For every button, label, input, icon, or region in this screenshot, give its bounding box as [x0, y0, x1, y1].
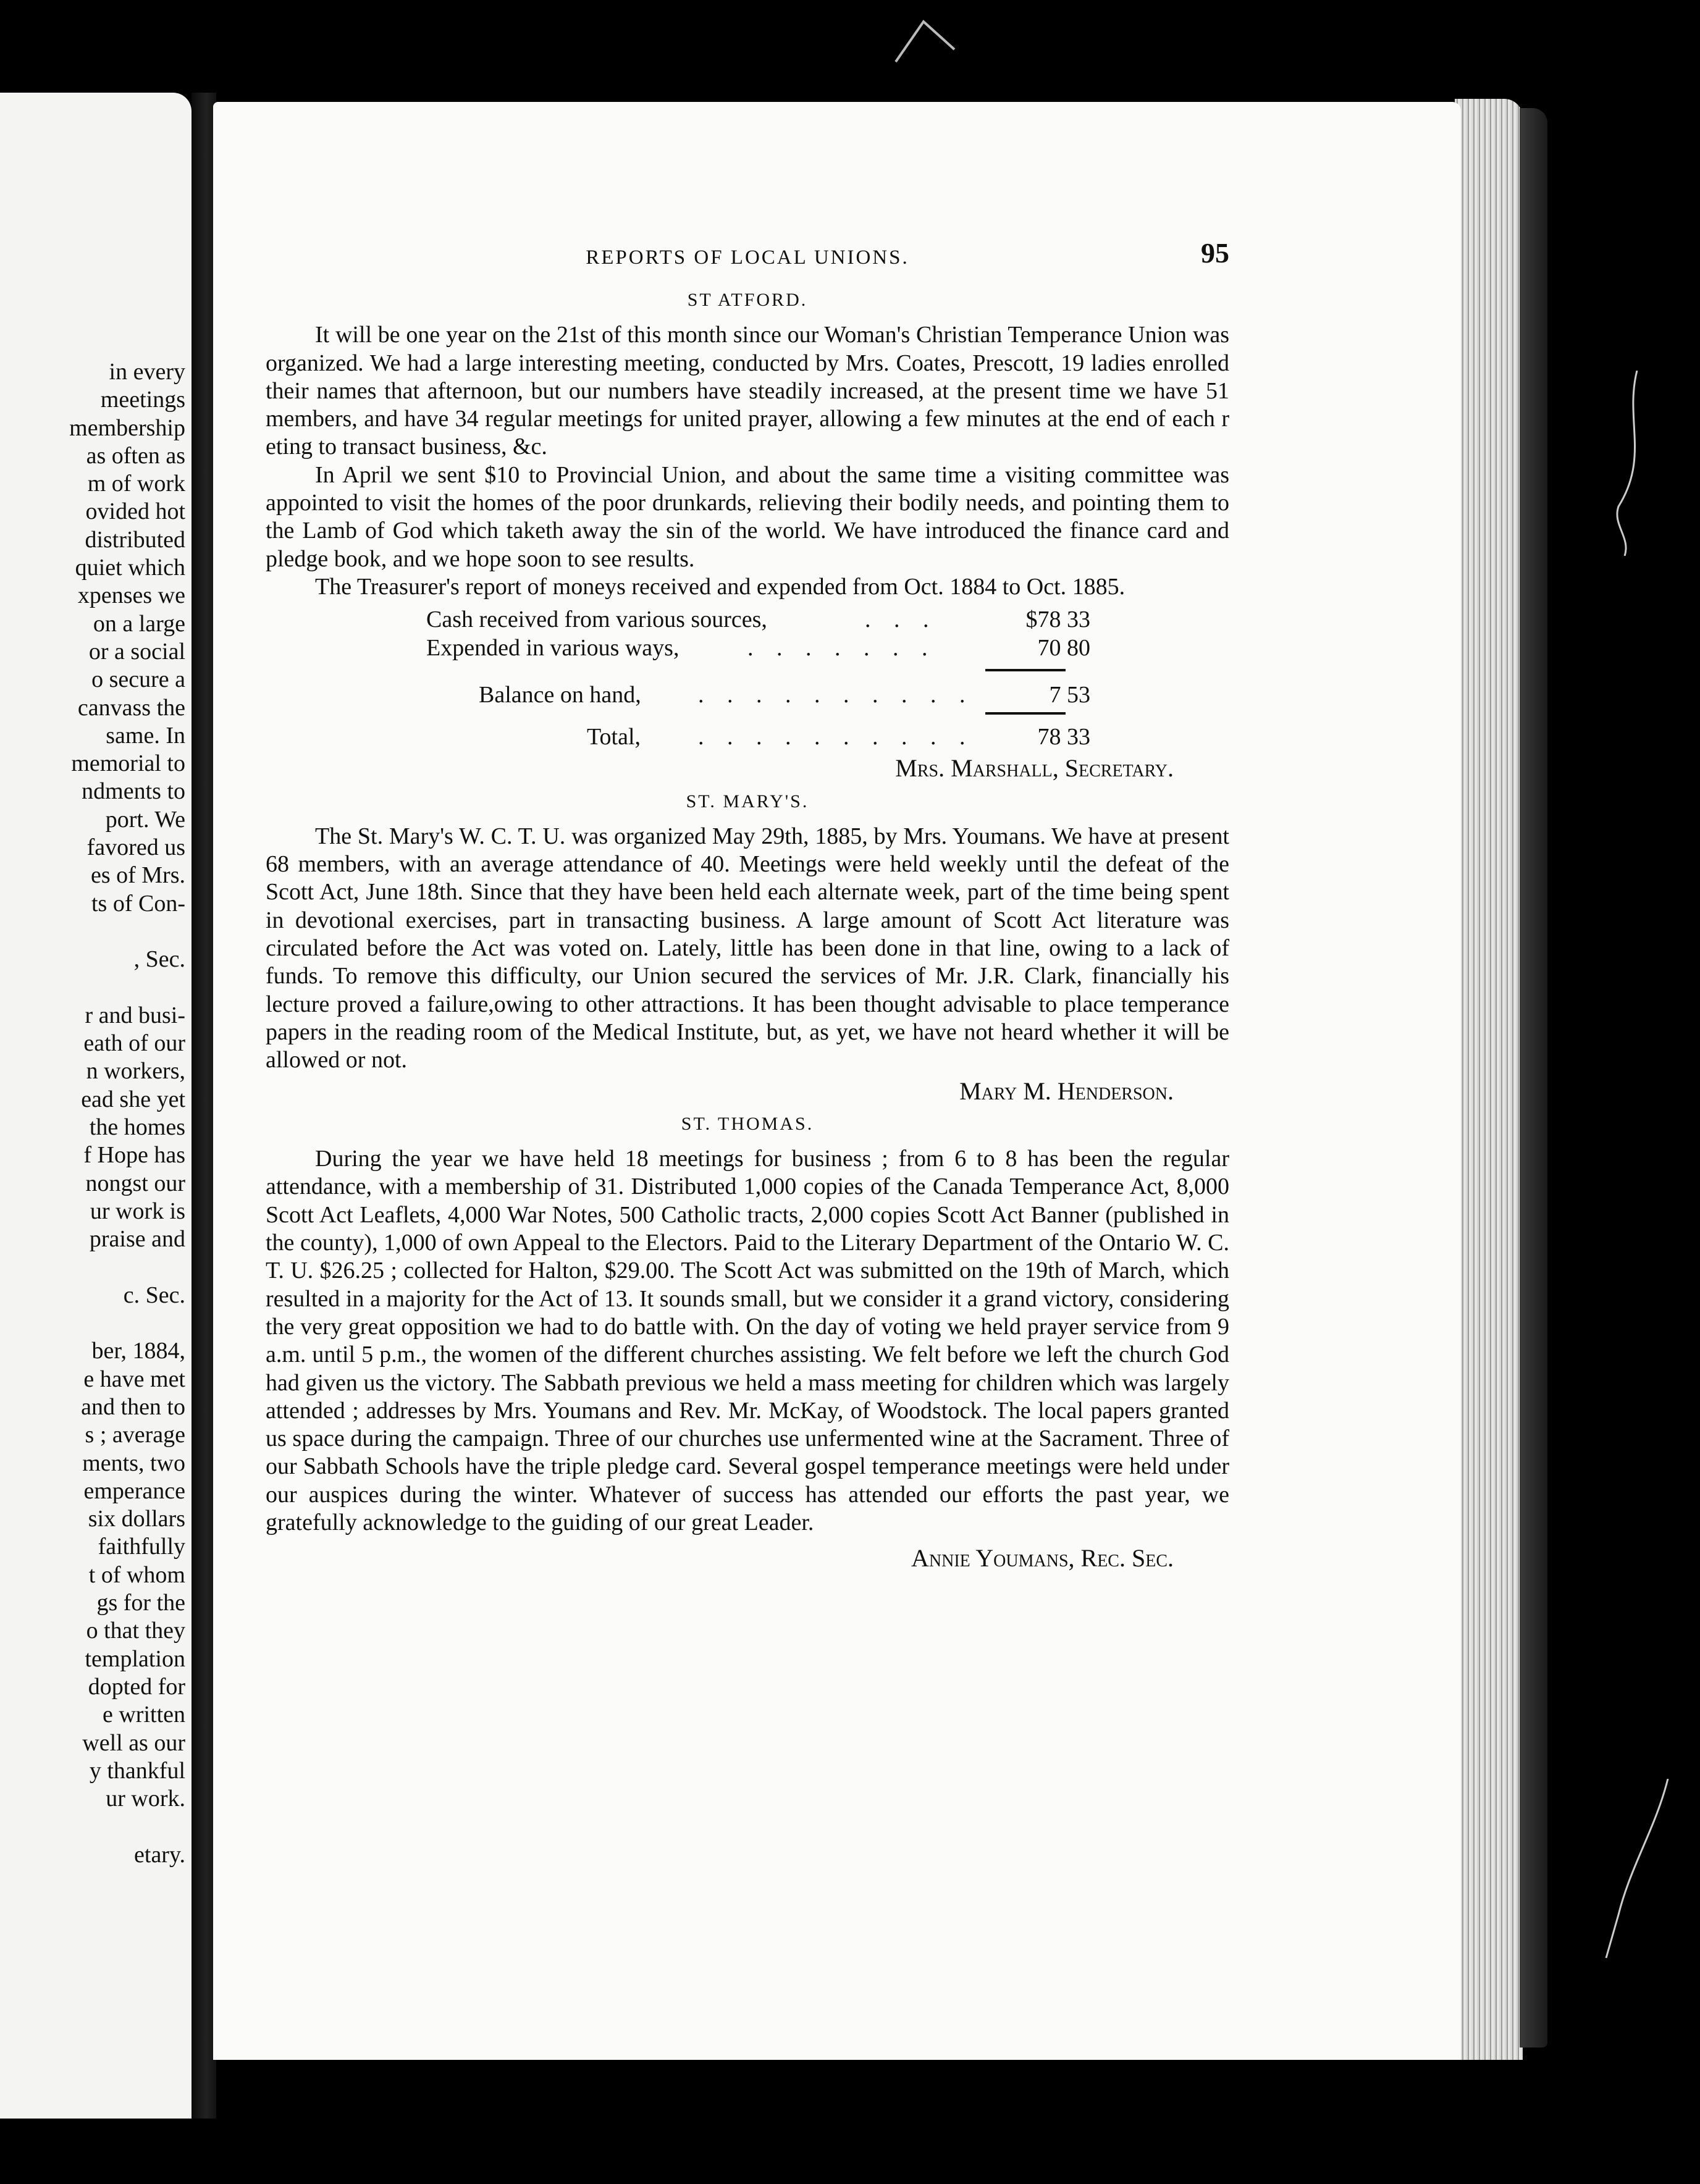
facing-page-line: , Sec. [133, 946, 185, 973]
facing-page-line: favored us [86, 834, 185, 861]
ledger-row-balance [266, 675, 1229, 715]
ledger-amount: 70 80 [1037, 635, 1090, 662]
ledger-row-total [266, 715, 1229, 752]
facing-page-line: ts of Con- [91, 890, 185, 917]
paragraph: During the year we have held 18 meetings for business ; from 6 to 8 has been the regular attendance, with a membership of 31. Distributed 1,000 copies of the Canada Temperance Act, 8,000 Scott Act Leaflets, 4,000 War Notes, 500 Catholic tracts, 2,000 copies Scott Act Banner (published in the county), 1,000 of own Appeal to the Electors. Paid to the Literary Department of the Ontario W. C. T. U. $26.25 ; collected for Halton, $29.00. The Scott Act was submitted on the 19th of March, which resulted in a majority for the Act of 13. It sounds small, but we consider it a grand victory, considering the very great opposition we had to do battle with. On the day of voting we held prayer service from 9 a.m. until 5 p.m., the women of the different churches assisting. We felt before we left the church God had given us the victory. The Sabbath previous we held a mass meeting for children which was largely attended ; addresses by Mrs. Youmans and Rev. Mr. McKay, of Woodstock. The local papers granted us space during the campaign. Three of our churches use unfermented wine at the Sacrament. Three of our Sabbath Schools have the triple pledge card. Several gospel temperance meetings were held under our auspices during the winter. Whatever of success has attended our efforts the past year, we gratefully acknowledge to the guiding of our great Leader. [266, 1146, 1229, 1535]
paragraph: The Treasurer's report of moneys received and expended from Oct. 1884 to Oct. 1885. [315, 573, 1126, 600]
facing-page-line: n workers, [86, 1058, 185, 1085]
facing-page-line: or a social [88, 638, 185, 665]
ledger-leader: . . . . . . . [747, 635, 936, 662]
signature: Mrs. Marshall, Secretary. [895, 754, 1174, 783]
scan-artifact-icon [890, 12, 964, 68]
facing-page-line: s ; average [85, 1422, 185, 1448]
section-title-st-thomas: ST. THOMAS. [681, 1113, 814, 1134]
ledger-amount: 7 53 [1049, 682, 1090, 708]
signature: Annie Youmans, Rec. Sec. [911, 1544, 1174, 1573]
ledger-spacer [266, 663, 1229, 675]
facing-page-line: in every [109, 359, 185, 385]
ledger-leader: . . . . . . . . . . [698, 682, 974, 708]
ledger-label: Total, [587, 724, 641, 750]
section-title-st-marys: ST. MARY'S. [686, 791, 809, 812]
paragraph: It will be one year on the 21st of this month since our Woman's Christian Temperance Union was organized. We had a large interesting meeting, conducted by Mrs. Coates, Prescott, 19 ladies enrolled their names that afternoon, but our numbers have steadily increased, at the present time we have 51 members, and have 34 regular meetings for united prayer, allowing a few minutes at the end of each r eting to transact business, &c. [266, 322, 1229, 460]
ledger-label: Expended in various ways, [426, 635, 680, 662]
facing-page-line: xpenses we [77, 582, 185, 609]
facing-page-line: memorial to [71, 750, 185, 777]
ledger-row-expended [266, 634, 1229, 663]
facing-page-line: r and busi- [85, 1002, 185, 1028]
facing-page-line [0, 1813, 185, 1841]
paragraph: In April we sent $10 to Provincial Union, and about the same time a visiting committee was appointed to visit the homes of the poor drunkards, relieving their bodily needs, and pointing them to the Lamb of God which taketh away the sin of the world. We have introduced the finance card and pledge book, and we hope soon to see results. [266, 461, 1229, 572]
facing-page-text [0, 358, 185, 1869]
running-head: REPORTS OF LOCAL UNIONS. [586, 246, 909, 269]
facing-page-line [0, 1309, 185, 1337]
ledger-leader: . . . [865, 607, 938, 633]
facing-page-line: eath of our [83, 1030, 185, 1057]
page-content [266, 237, 1229, 1576]
facing-page-line [0, 974, 185, 1002]
facing-page-line [0, 918, 185, 946]
page-edges [1455, 99, 1523, 2060]
ledger-label: Cash received from various sources, [426, 607, 767, 633]
facing-page-line: e have met [83, 1366, 185, 1392]
facing-page-left [0, 93, 191, 2119]
facing-page-line: and then to [81, 1393, 185, 1420]
facing-page-line: dopted for [88, 1673, 185, 1700]
facing-page-line: canvass the [77, 694, 185, 721]
facing-page-line: praise and [89, 1226, 185, 1253]
facing-page-line: port. We [105, 806, 185, 833]
facing-page-line: ber, 1884, [91, 1338, 185, 1364]
treasurer-ledger [266, 606, 1229, 752]
paragraph: The St. Mary's W. C. T. U. was organized May 29th, 1885, by Mrs. Youmans. We have at present 68 members, with an average attendance of 40. Meetings were held weekly until the defeat of the Scott Act, June 18th. Since that they have been held each alternate week, part of the time being spent in devotional exercises, part in transacting business. A large amount of Scott Act literature was circulated before the Act was voted on. Lately, little has been done in that line, owing to a lack of funds. To remove this difficulty, our Union secured the services of Mr. J.R. Clark, financially his lecture proved a failure,owing to other attractions. It has been thought advisable to place temperance papers in the reading room of the Medical Institute, but, as yet, we have not heard whether it will be allowed or not. [266, 823, 1229, 1073]
facing-page-line: y thankful [89, 1757, 185, 1784]
facing-page-line: es of Mrs. [90, 862, 185, 889]
facing-page-line: the homes [89, 1114, 185, 1141]
facing-page-line: ovided hot [85, 498, 185, 525]
facing-page-line: distributed [85, 526, 185, 553]
facing-page-line: ead she yet [81, 1086, 185, 1112]
facing-page-line [0, 1254, 185, 1282]
facing-page-line: as often as [86, 442, 185, 469]
facing-page-line: c. Sec. [123, 1282, 185, 1308]
facing-page-line: o secure a [91, 666, 185, 693]
facing-page-line: six dollars [88, 1506, 185, 1532]
ledger-rule [985, 669, 1066, 671]
facing-page-line: f Hope has [83, 1142, 185, 1169]
page-number: 95 [1201, 237, 1229, 269]
facing-page-line: faithfully [98, 1534, 185, 1560]
facing-page-line: meetings [100, 387, 185, 413]
facing-page-line: templation [85, 1645, 185, 1672]
signature: Mary M. Henderson. [959, 1077, 1174, 1105]
facing-page-line: membership [69, 414, 185, 441]
facing-page-line: ments, two [82, 1450, 185, 1476]
facing-page-line: m of work [87, 471, 185, 497]
facing-page-line: etary. [134, 1841, 185, 1868]
ledger-amount: $78 33 [1025, 607, 1090, 633]
facing-page-line: ur work is [90, 1198, 185, 1224]
book-cover-edge [1520, 108, 1547, 2048]
facing-page-line: o that they [86, 1618, 185, 1644]
facing-page-line: gs for the [96, 1590, 185, 1616]
facing-page-line: emperance [83, 1477, 185, 1504]
ledger-label: Balance on hand, [479, 682, 641, 708]
facing-page-line: on a large [93, 610, 185, 637]
ledger-amount: 78 33 [1037, 724, 1090, 750]
scan-artifact-icon [1594, 1779, 1680, 1964]
section-title-stratford: ST ATFORD. [687, 290, 808, 310]
facing-page-line: e written [102, 1702, 185, 1728]
ledger-leader: . . . . . . . . . . [698, 724, 974, 750]
scan-artifact-icon [1600, 371, 1656, 556]
facing-page-line: ndments to [82, 778, 185, 805]
ledger-row-received [266, 606, 1229, 634]
facing-page-line: quiet which [75, 555, 185, 581]
book-gutter [191, 93, 216, 2119]
facing-page-line: well as our [82, 1729, 185, 1756]
facing-page-line: t of whom [88, 1561, 185, 1588]
page-header [266, 237, 1229, 281]
facing-page-line: ur work. [106, 1786, 185, 1812]
facing-page-line: same. In [106, 722, 185, 749]
facing-page-line: nongst our [85, 1170, 185, 1196]
